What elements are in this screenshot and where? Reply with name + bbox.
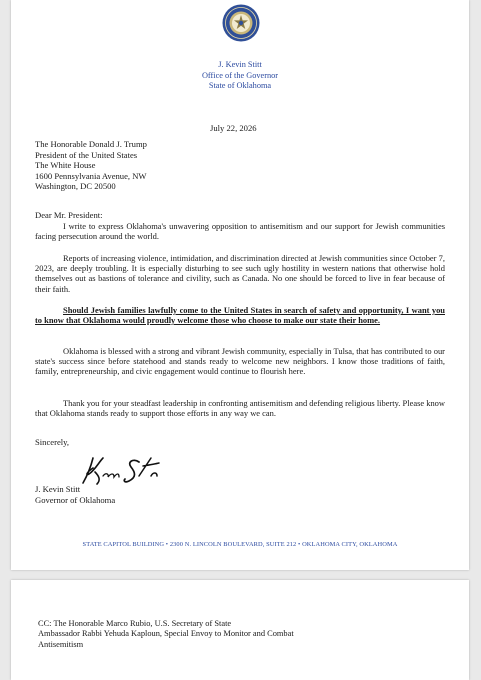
cc-line: Ambassador Rabbi Yehuda Kaploun, Special Envoy to Monitor and Combat	[38, 629, 294, 639]
letter-page-2	[11, 580, 469, 680]
recipient-line: 1600 Pennsylvania Avenue, NW	[35, 170, 147, 181]
recipient-line: The White House	[35, 160, 96, 171]
state-seal-icon	[222, 4, 260, 42]
letterhead-office: Office of the Governor	[201, 70, 279, 80]
cc-line: Antisemitism	[38, 639, 84, 649]
recipient-line: The Honorable Donald J. Trump	[35, 139, 147, 149]
body-paragraph: Oklahoma is blessed with a strong and vibrant Jewish community, especially in Tulsa, that has contributed to our state's success since before statehood and stands ready to welcome new neighbors. I know those traditions of faith, family, entrepreneurship, and civic engagement would continue to flourish here.	[35, 346, 445, 377]
recipient-line: Washington, DC 20500	[35, 181, 116, 192]
letter-page-1	[11, 0, 469, 570]
letterhead-state: State of Oklahoma	[208, 81, 272, 90]
body-paragraph: I write to express Oklahoma's unwavering opposition to antisemitism and our support for Jewish communities facing persecution around the world.	[35, 221, 445, 242]
signer-name: J. Kevin Stitt	[35, 484, 81, 494]
letterhead-name: J. Kevin Stitt	[218, 60, 262, 69]
closing: Sincerely,	[35, 437, 70, 447]
salutation: Dear Mr. President:	[35, 210, 103, 220]
signer-title: Governor of Oklahoma	[35, 494, 116, 505]
letter-date: July 22, 2026	[210, 123, 257, 133]
cc-line: CC: The Honorable Marco Rubio, U.S. Secretary of State	[38, 619, 232, 628]
letterhead-footer: STATE CAPITOL BUILDING • 2300 N. LINCOLN BOULEVARD, SUITE 212 • OKLAHOMA CITY, OKLAHOMA	[82, 541, 398, 548]
body-paragraph: Reports of increasing violence, intimidation, and discrimination directed at Jewish communities since October 7, 2023, are deeply troubling. It is especially disturbing to see such ugly hostility in western nations that otherwise hold themselves out as bastions of tolerance and civility, such as Canada. No one should be forced to live in fear because of their faith.	[35, 253, 445, 294]
recipient-line: President of the United States	[35, 149, 138, 160]
body-paragraph: Thank you for your steadfast leadership in confronting antisemitism and defending religious liberty. Please know that Oklahoma stands ready to support those efforts in any way we can.	[35, 398, 445, 419]
body-paragraph-emphasis: Should Jewish families lawfully come to the United States in search of safety and opportunity, I want you to know that Oklahoma would proudly welcome those who choose to make our state their home.	[35, 305, 445, 326]
handwritten-signature	[73, 450, 193, 490]
